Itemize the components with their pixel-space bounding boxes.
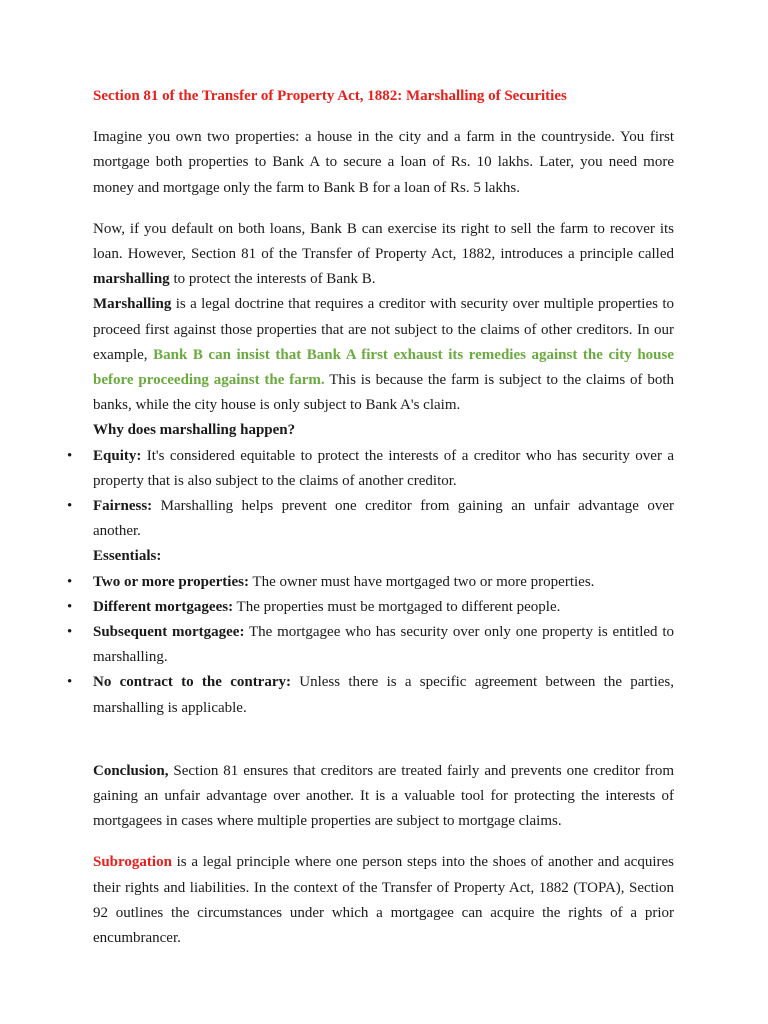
conclusion-paragraph (93, 759, 674, 835)
list-item (67, 620, 674, 670)
marshalling-definition (93, 292, 674, 418)
highlighted-example: Bank B can insist that Bank A first exhaust its remedies against the city house before proceeding against the farm. (93, 346, 675, 389)
list-item (67, 670, 674, 720)
default-paragraph (93, 217, 674, 293)
intro-paragraph: Imagine you own two properties: a house in the city and a farm in the countryside. You first mortgage both properties to Bank A to secure a loan of Rs. 10 lakhs. Later, you need more money and mortgage only the farm to Bank B for a loan of Rs. 5 lakhs. (93, 129, 674, 196)
list-item (67, 595, 674, 620)
why-list (67, 444, 674, 545)
list-item-text: It's considered equitable to protect the interests of a creditor who has security over a property that is also subject to the claims of another creditor. (93, 447, 674, 489)
list-item-label: Equity: (93, 447, 142, 464)
list-item-text: Unless there is a specific agreement between the parties, marshalling is applicable. (93, 674, 674, 716)
subrogation-text: is a legal principle where one person steps into the shoes of another and acquires their rights and liabilities. In the context of the Transfer of Property Act, 1882 (TOPA), Section 92 outlines the circumstances under which a mortgagee can acquire the rights of a prior encumbrancer. (93, 854, 674, 947)
essentials-heading: Essentials: (93, 548, 162, 565)
marshalling-definition-text: is a legal doctrine that requires a creditor with security over multiple properties to proceed first against those properties that are not subject to the claims of other creditors. In our example, (93, 296, 674, 363)
list-item-label: Fairness: (93, 498, 153, 515)
marshalling-definition-term: Marshalling (93, 296, 172, 313)
conclusion-text: Section 81 ensures that creditors are treated fairly and prevents one creditor from gaining an unfair advantage over another. It is a valuable tool for protecting the interests of mortgagees in cases where multiple properties are subject to mortgage claims. (93, 762, 674, 830)
bullet-icon: • (67, 674, 73, 691)
list-item (67, 444, 674, 494)
conclusion-label: Conclusion, (93, 762, 169, 779)
document-page (67, 84, 675, 951)
list-item-text: Marshalling helps prevent one creditor from gaining an unfair advantage over another. (93, 498, 674, 540)
list-item-label: Different mortgagees: (93, 598, 234, 615)
default-paragraph-text: Now, if you default on both loans, Bank B can exercise its right to sell the farm to recover its loan. However, Section 81 of the Transfer of Property Act, 1882, introduces a principle called (93, 220, 674, 263)
document-title: Section 81 of the Transfer of Property Act, 1882: Marshalling of Securities (93, 88, 567, 104)
bullet-icon: • (67, 573, 73, 590)
bullet-icon: • (67, 498, 73, 515)
marshalling-definition-tail: This is because the farm is subject to the claims of both banks, while the city house is only subject to Bank A's claim. (93, 372, 674, 414)
subrogation-term: Subrogation (93, 854, 172, 871)
list-item-label: No contract to the contrary: (93, 674, 291, 691)
list-item (67, 570, 674, 595)
list-item-text: The mortgagee who has security over only one property is entitled to marshalling. (93, 624, 674, 666)
list-item-text: The properties must be mortgaged to different people. (233, 598, 561, 615)
marshalling-term: marshalling (93, 271, 170, 288)
bullet-icon: • (67, 624, 73, 641)
list-item-label: Subsequent mortgagee: (93, 624, 245, 641)
list-item-label: Two or more properties: (93, 573, 249, 590)
list-item (67, 494, 674, 544)
list-item-text: The owner must have mortgaged two or more properties. (248, 573, 595, 590)
bullet-icon: • (67, 447, 73, 464)
bullet-icon: • (67, 598, 73, 615)
why-heading: Why does marshalling happen? (93, 422, 296, 439)
essentials-list (67, 570, 674, 721)
subrogation-paragraph (93, 850, 674, 951)
default-paragraph-tail: to protect the interests of Bank B. (169, 271, 376, 288)
